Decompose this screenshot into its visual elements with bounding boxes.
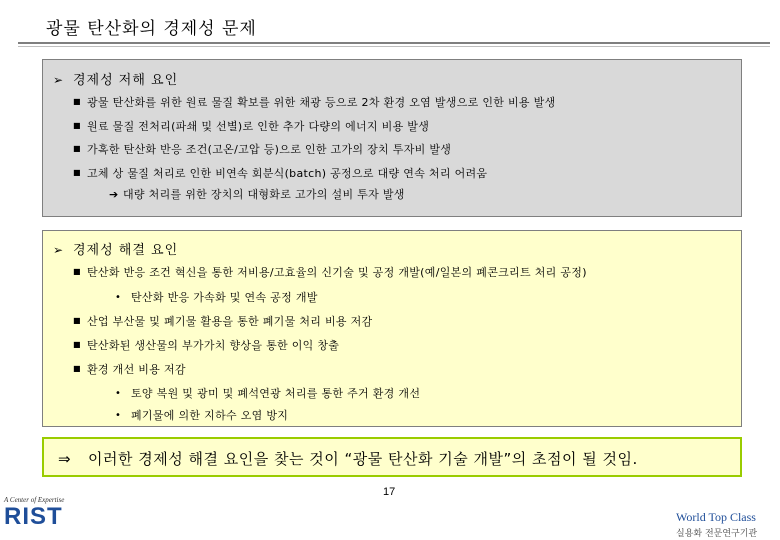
square-bullet-icon: ■ bbox=[73, 364, 81, 373]
square-bullet-icon: ■ bbox=[73, 340, 81, 349]
page-title: 광물 탄산화의 경제성 문제 bbox=[46, 19, 257, 39]
obstacles-panel bbox=[42, 59, 742, 217]
solution-subitem bbox=[115, 407, 288, 423]
solution-subitem bbox=[115, 289, 318, 305]
obstacle-note bbox=[109, 186, 405, 202]
solution-item-text: 환경 개선 비용 저감 bbox=[87, 363, 186, 376]
logo-tagline: A Center of Expertise bbox=[4, 496, 65, 504]
obstacles-heading bbox=[53, 69, 178, 88]
solution-subitem bbox=[115, 385, 420, 401]
rist-logo bbox=[0, 496, 90, 530]
square-bullet-icon: ■ bbox=[73, 316, 81, 325]
solution-item bbox=[73, 313, 372, 329]
obstacle-item bbox=[73, 118, 429, 134]
obstacles-heading-text: 경제성 저해 요인 bbox=[73, 73, 179, 88]
solution-item bbox=[73, 264, 587, 280]
square-bullet-icon: ■ bbox=[73, 267, 81, 276]
obstacle-item-text: 고체 상 물질 처리로 인한 비연속 회분식(batch) 공정으로 대량 연속 처리 어려움 bbox=[87, 167, 488, 180]
obstacle-note-text: 대량 처리를 위한 장치의 대형화로 고가의 설비 투자 발생 bbox=[123, 188, 405, 201]
square-bullet-icon: ■ bbox=[73, 168, 81, 177]
square-bullet-icon: ■ bbox=[73, 144, 81, 153]
solution-subitem-text: 폐기물에 의한 지하수 오염 방지 bbox=[131, 409, 289, 422]
dot-bullet-icon: • bbox=[115, 388, 122, 399]
solution-subitem-text: 토양 복원 및 광미 및 폐석연광 처리를 통한 주거 환경 개선 bbox=[131, 387, 421, 400]
obstacle-item bbox=[73, 141, 451, 157]
square-bullet-icon: ■ bbox=[73, 97, 81, 106]
conclusion-text: 이러한 경제성 해결 요인을 찾는 것이 “광물 탄산화 기술 개발”의 초점이 될 것임. bbox=[88, 450, 638, 468]
solution-item bbox=[73, 361, 186, 377]
page-number: 17 bbox=[383, 486, 396, 498]
implies-arrow-icon: ⇒ bbox=[58, 450, 72, 468]
logo-name: RIST bbox=[4, 503, 63, 530]
solutions-heading bbox=[53, 239, 178, 258]
obstacle-item-text: 가혹한 탄산화 반응 조건(고온/고압 등)으로 인한 고가의 장치 투자비 발생 bbox=[87, 143, 452, 156]
title-divider-secondary bbox=[18, 46, 770, 47]
solution-item-text: 탄산화된 생산물의 부가가치 향상을 통한 이익 창출 bbox=[87, 339, 340, 352]
world-top-class-mark bbox=[676, 510, 780, 539]
solution-item bbox=[73, 337, 339, 353]
world-top-class-subtitle: 실용화 전문연구기관 bbox=[676, 529, 758, 539]
solutions-panel bbox=[42, 230, 742, 427]
right-arrow-icon: ➔ bbox=[109, 188, 119, 201]
conclusion bbox=[58, 448, 638, 469]
obstacle-item bbox=[73, 165, 487, 181]
square-bullet-icon: ■ bbox=[73, 121, 81, 130]
solutions-heading-text: 경제성 해결 요인 bbox=[73, 243, 179, 258]
obstacle-item-text: 광물 탄산화를 위한 원료 물질 확보를 위한 채광 등으로 2차 환경 오염 발생으로 인한 비용 발생 bbox=[87, 96, 556, 109]
dot-bullet-icon: • bbox=[115, 292, 122, 303]
solution-subitem-text: 탄산화 반응 가속화 및 연속 공정 개발 bbox=[131, 291, 318, 304]
title-divider bbox=[18, 42, 770, 44]
dot-bullet-icon: • bbox=[115, 410, 122, 421]
solution-item-text: 산업 부산물 및 폐기물 활용을 통한 폐기물 처리 비용 저감 bbox=[87, 315, 373, 328]
conclusion-box bbox=[42, 437, 742, 477]
arrow-bullet-icon: ➢ bbox=[53, 243, 65, 257]
obstacle-item bbox=[73, 94, 556, 110]
arrow-bullet-icon: ➢ bbox=[53, 73, 65, 87]
world-top-class-title: World Top Class bbox=[676, 510, 756, 524]
solution-item-text: 탄산화 반응 조건 혁신을 통한 저비용/고효율의 신기술 및 공정 개발(예/일본의 폐콘크리트 처리 공정) bbox=[87, 266, 587, 279]
obstacle-item-text: 원료 물질 전처리(파쇄 및 선별)로 인한 추가 다량의 에너지 비용 발생 bbox=[87, 120, 430, 133]
